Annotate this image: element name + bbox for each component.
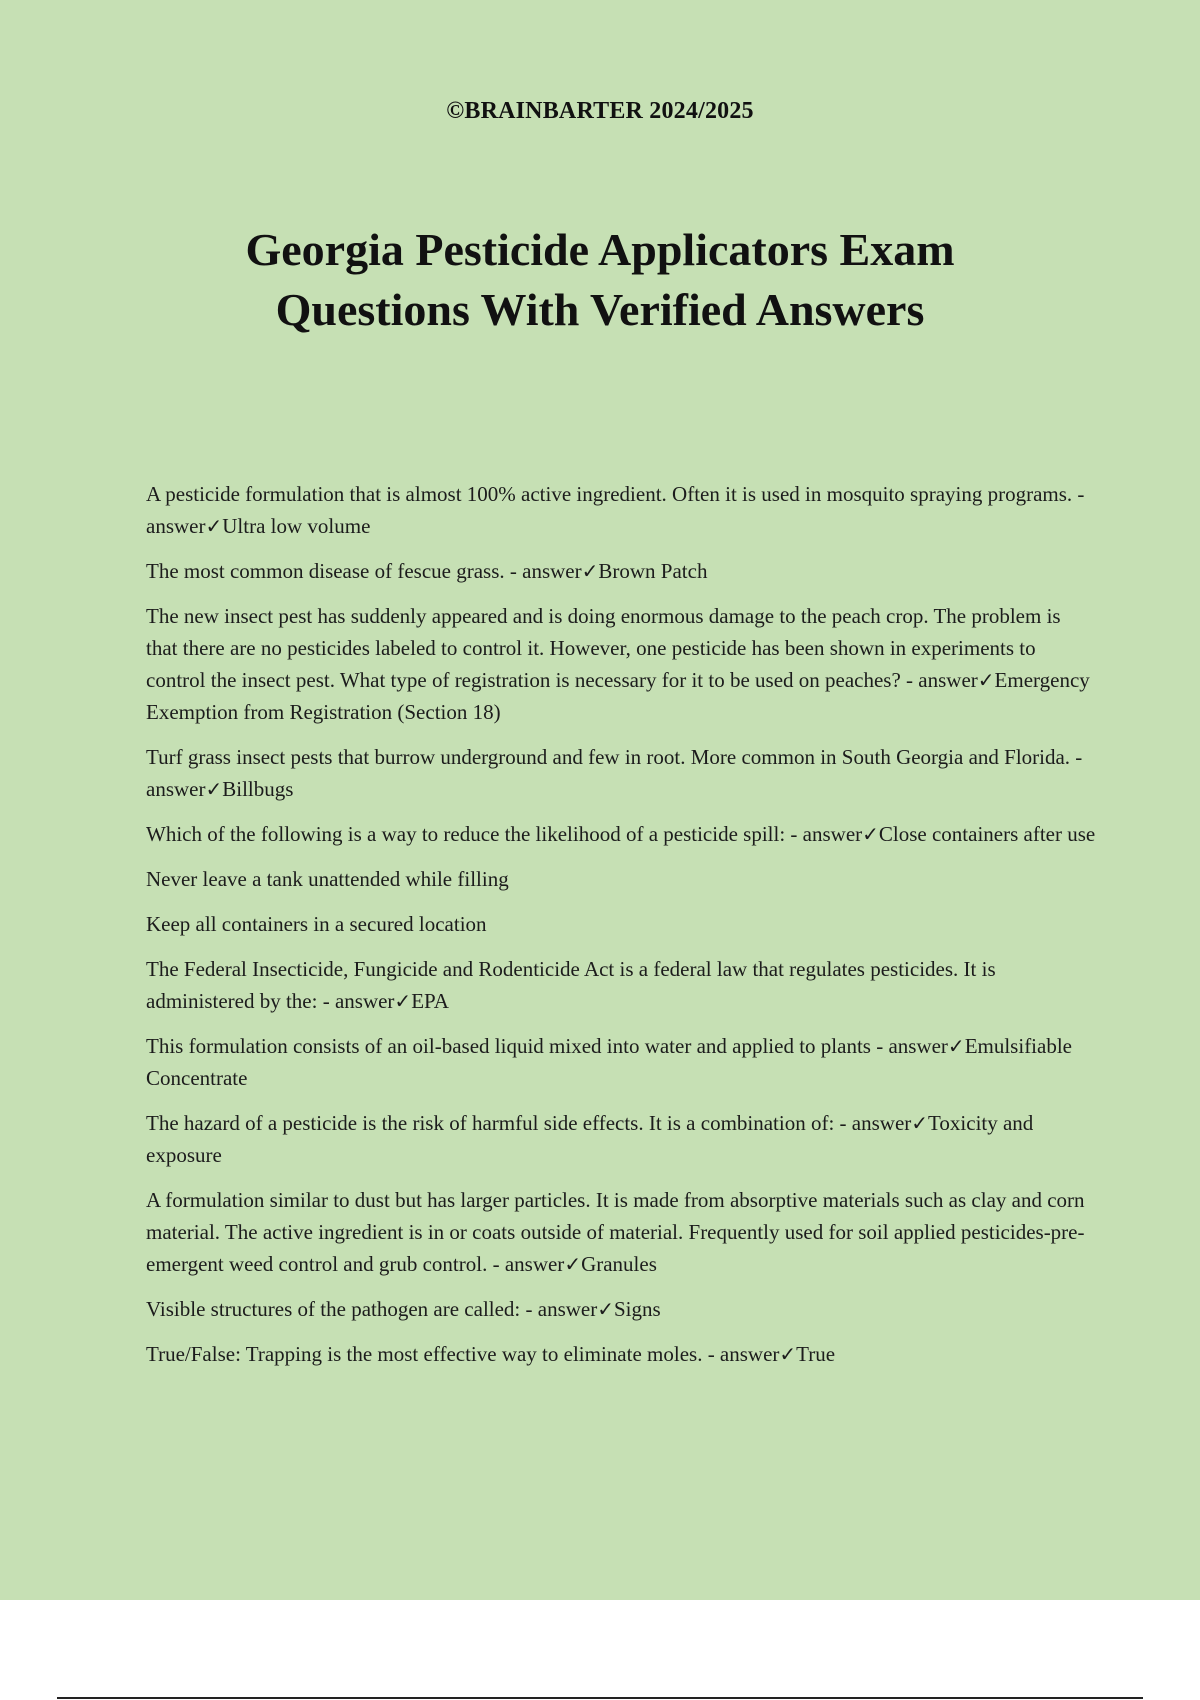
- qa-plain-line: [146, 908, 1096, 940]
- qa-item: [146, 818, 1096, 850]
- qa-list: [146, 478, 1096, 1383]
- check-mark-icon: ✓: [581, 559, 599, 583]
- check-mark-icon: ✓: [947, 1034, 965, 1058]
- answer-text: True: [796, 1342, 836, 1366]
- answer-text: Close containers after use: [878, 822, 1096, 846]
- answer-text: Brown Patch: [598, 559, 708, 583]
- answer-text: Signs: [614, 1297, 661, 1321]
- qa-item: [146, 1030, 1096, 1094]
- check-mark-icon: ✓: [564, 1252, 582, 1276]
- document-title: [150, 220, 1050, 340]
- footer-divider: [57, 1697, 1143, 1699]
- answer-text: EPA: [411, 989, 449, 1013]
- question-text: The Federal Insecticide, Fungicide and Rodenticide Act is a federal law that regulates pesticides. It is administered by the: - answer: [146, 957, 996, 1013]
- qa-item: [146, 1338, 1096, 1370]
- answer-text: Emulsifiable Concentrate: [146, 1034, 1072, 1090]
- check-mark-icon: ✓: [394, 989, 412, 1013]
- title-line-2: Questions With Verified Answers: [275, 284, 925, 335]
- check-mark-icon: ✓: [597, 1297, 614, 1321]
- question-text: True/False: Trapping is the most effective way to eliminate moles. - answer: [146, 1342, 780, 1366]
- answer-text: Emergency Exemption from Registration (Section 18): [146, 668, 1090, 724]
- question-text: The new insect pest has suddenly appeared and is doing enormous damage to the peach crop. The problem is that there are no pesticides labeled to control it. However, one pesticide has been shown in experiments to control the insect pest. What type of registration is necessary for it to be used on peaches? - answer: [146, 604, 1061, 692]
- plain-text: Never leave a tank unattended while filling: [146, 867, 509, 891]
- answer-text: Billbugs: [222, 777, 294, 801]
- question-text: The hazard of a pesticide is the risk of harmful side effects. It is a combination of: - answer: [146, 1111, 912, 1135]
- check-mark-icon: ✓: [862, 822, 879, 846]
- check-mark-icon: ✓: [205, 777, 223, 801]
- plain-text: Keep all containers in a secured location: [146, 912, 487, 936]
- qa-item: [146, 741, 1096, 805]
- question-text: Visible structures of the pathogen are called: - answer: [146, 1297, 598, 1321]
- answer-text: Ultra low volume: [222, 514, 371, 538]
- qa-item: [146, 1107, 1096, 1171]
- title-line-1: Georgia Pesticide Applicators Exam: [245, 224, 955, 275]
- qa-item: [146, 478, 1096, 542]
- qa-item: [146, 1184, 1096, 1280]
- qa-item: [146, 1293, 1096, 1325]
- check-mark-icon: ✓: [977, 668, 995, 692]
- qa-item: [146, 953, 1096, 1017]
- question-text: The most common disease of fescue grass. - answer: [146, 559, 582, 583]
- check-mark-icon: ✓: [911, 1111, 929, 1135]
- question-text: A formulation similar to dust but has larger particles. It is made from absorptive materials such as clay and corn material. The active ingredient is in or coats outside of material. Frequently used for soil applied pesticides-pre-emergent weed control and grub control. - answer: [146, 1188, 1085, 1276]
- question-text: A pesticide formulation that is almost 100% active ingredient. Often it is used in mosquito spraying programs. - answer: [146, 482, 1085, 538]
- check-mark-icon: ✓: [779, 1342, 797, 1366]
- question-text: Which of the following is a way to reduce the likelihood of a pesticide spill: - answer: [146, 822, 863, 846]
- answer-text: Granules: [581, 1252, 657, 1276]
- question-text: Turf grass insect pests that burrow underground and few in root. More common in South Georgia and Florida. - answer: [146, 745, 1083, 801]
- question-text: This formulation consists of an oil-based liquid mixed into water and applied to plants - answer: [146, 1034, 948, 1058]
- check-mark-icon: ✓: [205, 514, 223, 538]
- answer-text: Toxicity and exposure: [146, 1111, 1034, 1167]
- qa-item: [146, 600, 1096, 728]
- copyright-header: ©BRAINBARTER 2024/2025: [446, 98, 754, 124]
- qa-plain-line: [146, 863, 1096, 895]
- qa-item: [146, 555, 1096, 587]
